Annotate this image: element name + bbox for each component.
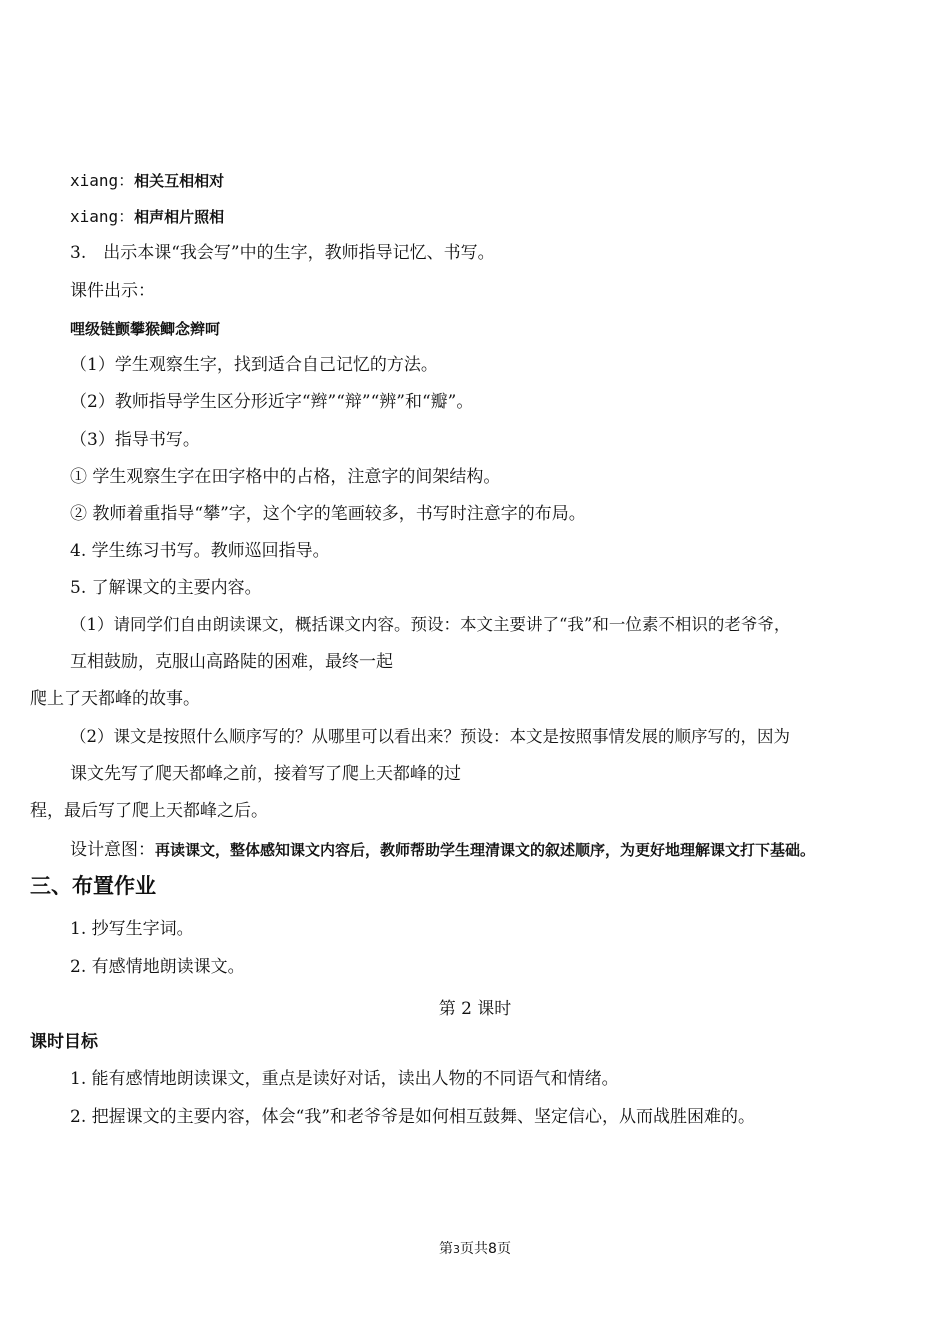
pinyin-label: xiang： [70, 171, 135, 190]
q2-line-2: 课文先写了爬天都峰之前，接着写了爬上天都峰的过 [70, 764, 461, 784]
pinyin-label: xiang： [70, 207, 135, 226]
footer-suffix: 页 [496, 1241, 511, 1257]
footer-middle: 页共 [460, 1241, 489, 1257]
pinyin-line-1 [70, 170, 224, 192]
sub-step-3: （3）指导书写。 [70, 430, 200, 450]
pinyin-words: 相关互相相对 [134, 172, 225, 190]
courseware-label: 课件出示： [70, 281, 155, 301]
goal-1: 1. 能有感情地朗读课文，重点是读好对话，读出人物的不同语气和情绪。 [70, 1069, 619, 1089]
homework-2: 2. 有感情地朗读课文。 [70, 957, 245, 977]
step-4: 4. 学生练习书写。教师巡回指导。 [70, 541, 330, 561]
footer-total: 8 [488, 1241, 497, 1257]
lesson-2-title: 第 2 课时 [438, 999, 512, 1019]
design-intent [70, 839, 815, 861]
section-heading-homework: 三、布置作业 [30, 874, 156, 898]
design-intent-label: 设计意图： [70, 840, 155, 860]
section-heading-goals: 课时目标 [30, 1032, 98, 1052]
q1-line-3: 爬上了天都峰的故事。 [30, 689, 200, 709]
bullet-2: ② 教师着重指导“攀”字，这个字的笔画较多，书写时注意字的布局。 [70, 504, 586, 524]
pinyin-words: 相声相片照相 [134, 208, 225, 226]
bullet-1: ① 学生观察生字在田字格中的占格，注意字的间架结构。 [70, 467, 501, 487]
footer-prefix: 第 [439, 1241, 454, 1257]
q1-line-1: （1）请同学们自由朗读课文，概括课文内容。预设：本文主要讲了“我”和一位素不相识的老爷爷， [70, 615, 791, 634]
new-characters: 哩级链颤攀猴鲫念辫呵 [70, 320, 221, 338]
sub-step-1: （1）学生观察生字，找到适合自己记忆的方法。 [70, 355, 438, 375]
pinyin-line-2 [70, 206, 224, 228]
page-footer [0, 1238, 950, 1258]
step-5: 5. 了解课文的主要内容。 [70, 578, 262, 598]
step-3: 3. 出示本课“我会写”中的生字，教师指导记忆、书写。 [70, 243, 495, 263]
q2-line-1: （2）课文是按照什么顺序写的？从哪里可以看出来？预设：本文是按照事情发展的顺序写的，因为 [70, 727, 790, 746]
q2-line-3: 程，最后写了爬上天都峰之后。 [30, 801, 268, 821]
homework-1: 1. 抄写生字词。 [70, 919, 194, 939]
goal-2: 2. 把握课文的主要内容，体会“我”和老爷爷是如何相互鼓舞、坚定信心，从而战胜困难的。 [70, 1107, 756, 1127]
design-intent-text: 再读课文，整体感知课文内容后，教师帮助学生理清课文的叙述顺序，为更好地理解课文打下基础。 [155, 841, 816, 859]
q1-line-2: 互相鼓励，克服山高路陡的困难，最终一起 [70, 652, 393, 672]
footer-page-number: 3 [453, 1243, 461, 1256]
sub-step-2: （2）教师指导学生区分形近字“辫”“辩”“辨”和“瓣”。 [70, 392, 474, 412]
